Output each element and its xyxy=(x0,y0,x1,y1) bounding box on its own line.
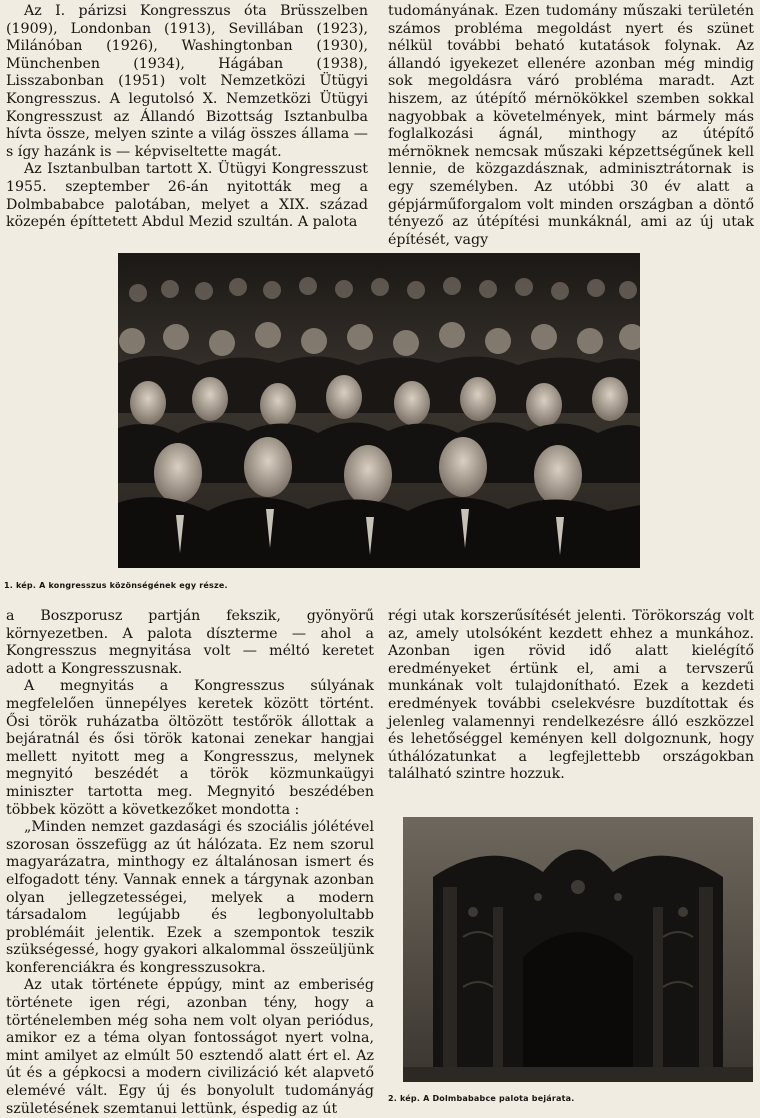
paragraph-minister-quote: „Minden nemzet gazdasági és szociális jólétével szorosan összefügg az út hálózata. Ez nem szorul magyarázatra, minthogy ez általánosan ismert és elfogadott tény. Vannak ennek a tárgynak azonban olyan jellegzetességei, melyek a modern társadalom legújabb és legbonyolultabb problémáit jelentik. Ezek a szempontok teszik szükségessé, hogy gyakori alkalommal összeüljünk konferenciákra és kongresszusokra. xyxy=(6,819,374,976)
figure-2-caption: 2. kép. A Dolmbababce palota bejárata. xyxy=(388,1094,575,1103)
palace-photo-image xyxy=(403,817,753,1082)
paragraph-opening-ceremony: A megnyitás a Kongresszus súlyának megfelelően ünnepélyes keretek között történt. Ősi török ruházatba öltözött testőrök állottak a bejáratnál és ősi török katonai zenekar hangjai mellett nyitott meg a Kongresszus, melynek megnyitó beszédét a török közmunkaügyi miniszter tartotta meg. Megnyitó beszédében többek között a következőket mondotta : xyxy=(6,678,374,818)
paragraph-road-history: Az utak története éppúgy, mint az emberiség története igen régi, azonban tény, hogy a történelemben még soha nem volt olyan periódus, amikor ez a téma olyan fontosságot nyert volna, mint amilyet az elmúlt 50 esztendő alatt ért el. Az út és a gépkocsi a modern civilizáció két alapvető elemévé vált. Egy új és bonyolult tudományág születésének szemtanui lettünk, éspedig az út xyxy=(6,977,374,1117)
article-column-top-left xyxy=(6,3,368,232)
palace-entrance-photo xyxy=(403,817,753,1082)
paragraph-turkey-modernization: régi utak korszerűsítését jelenti. Törökország volt az, amely utolsóként kezdett ehhez a munkához. Azonban igen rövid idő alatt kielégítő eredményeket értünk el, ami a tervszerű munkának volt tulajdonítható. Ezek a kezdeti eredmények további cselekvésre buzdítottak és jelenleg valamennyi rendelkezésre álló eszközzel és lehetőséggel keményen kell dolgoznunk, hogy úthálózatunkat a legfejlettebb országokban található szintre hozzuk. xyxy=(388,608,754,783)
paragraph-istanbul-opening: Az Isztanbulban tartott X. Ütügyi Kongresszust 1955. szeptember 26-án nyitották meg a Dolmbababce palotában, melyet a XIX. század közepén építtetett Abdul Mezid szultán. A palota xyxy=(6,161,368,231)
figure-1-caption: 1. kép. A kongresszus közönségének egy része. xyxy=(4,581,228,590)
article-column-bottom-right xyxy=(388,608,754,784)
article-column-top-right xyxy=(388,3,754,249)
congress-audience-photo xyxy=(118,253,640,568)
article-column-bottom-left xyxy=(6,608,374,1118)
paragraph-road-science: tudományának. Ezen tudomány műszaki területén számos probléma megoldást nyert és szünet nélkül további beható kutatások folynak. Az állandó igyekezet ellenére azonban még mindig sok megoldásra váró probléma maradt. Azt hiszem, az útépítő mérnökökkel szemben sokkal nagyobbak a követelmények, mint bármely más foglalkozási ágnál, minthogy az útépítő mérnöknek nemcsak műszaki képzettségűnek kell lennie, de közgazdásznak, adminisztrátornak is egy személyben. Az utóbbi 30 év alatt a gépjárműforgalom volt minden országban a döntő tényező az útépítési munkáknál, ami az új utak építését, vagy xyxy=(388,3,754,248)
audience-photo-image xyxy=(118,253,640,568)
paragraph-congress-history: Az I. párizsi Kongresszus óta Brüsszelben (1909), Londonban (1913), Sevillában (1923), Milánóban (1926), Washingtonban (1930), Münchenben (1934), Hágában (1938), Lisszabonban (1951) volt Nemzetközi Ütügyi Kongresszus. A legutolsó X. Nemzetközi Ütügyi Kongresszust az Állandó Bizottság Isztanbulba hívta össze, melyen szinte a világ összes állama — s így hazánk is — képviseltette magát. xyxy=(6,3,368,160)
paragraph-bosporus: a Boszporusz partján fekszik, gyönyörű környezetben. A palota díszterme — ahol a Kongresszus megnyitása volt — méltó keretet adott a Kongresszusnak. xyxy=(6,608,374,677)
